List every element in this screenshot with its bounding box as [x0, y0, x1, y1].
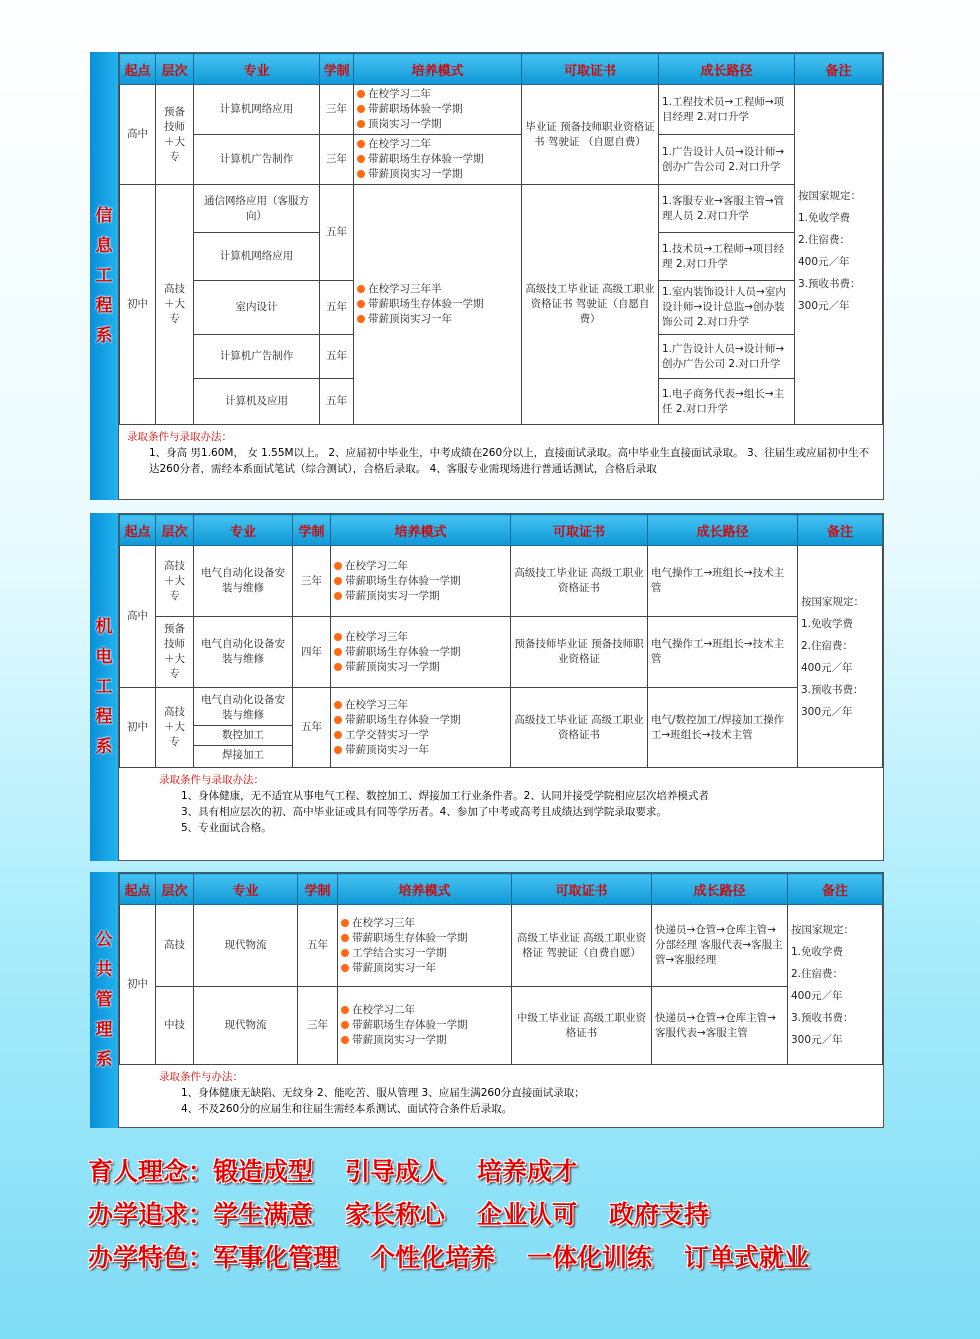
cell-text: 培养模式: [338, 874, 512, 905]
cell-text: 300元／年: [801, 705, 853, 718]
cell-text: 预备技师＋大专: [156, 85, 194, 185]
cell-text: 计算机广告制作: [194, 135, 320, 185]
cell-text: 焊接加工: [222, 748, 264, 761]
cell-text: 电: [95, 647, 113, 667]
cell-text: 成长路径: [652, 874, 788, 905]
cell-text: 中级工毕业证 高级工职业资格证书: [512, 987, 652, 1065]
cell-text: 1.广告设计人员→设计师→创办广告公司 2.对口升学: [659, 135, 795, 185]
cell-text: 政府支持: [609, 1200, 710, 1229]
cell-text: 电气自动化设备安装与维修: [194, 691, 292, 726]
slogans: [88, 1150, 841, 1279]
cell-text: 带薪职场生存体验一学期: [341, 1018, 508, 1033]
cell-text: 初中: [120, 185, 156, 425]
program-table-info: [119, 53, 883, 425]
cell-text: 培养成才: [477, 1157, 578, 1186]
table-row: [120, 617, 883, 688]
cell-text: 五年: [320, 335, 354, 379]
table-row: [120, 185, 883, 233]
cell-text: 快递员→仓管→仓库主管→ 客服代表→客服主管: [652, 987, 788, 1065]
cell-text: 带薪职场体验一学期: [357, 102, 518, 117]
cell-text: 4、不及260分的应届生和往届生需经本系测试、面试符合条件后录取。: [181, 1103, 513, 1115]
cell-text: 专业: [194, 54, 320, 85]
cell-text: 系: [95, 1050, 113, 1070]
cell-text: 高级技工毕业证 高级工职业资格证书: [511, 546, 648, 617]
cell-text: 可取证书: [512, 874, 652, 905]
cell-text: 2.住宿费：: [801, 639, 854, 652]
dept-label-public: [90, 872, 118, 1128]
cell-text: 公: [95, 930, 113, 950]
cell-text: 五年: [293, 688, 331, 768]
cell-text: 在校学习三年: [341, 916, 508, 931]
program-table-public: [119, 873, 883, 1065]
cell-text: 3.预收书费：: [801, 683, 864, 696]
cell-text: 机: [95, 617, 113, 637]
cell-text: 录取条件与办法：: [159, 1071, 243, 1083]
cell-text: 现代物流: [194, 905, 298, 987]
slogan-pursuit: [88, 1193, 841, 1236]
cell-text: 备注: [798, 515, 883, 546]
cell-text: 按国家规定：: [801, 595, 864, 608]
cell-text: 引导成人: [345, 1157, 446, 1186]
cell-text: 在校学习二年: [341, 1003, 508, 1018]
cell-text: 家长称心: [345, 1200, 446, 1229]
cell-text: 数控加工: [194, 726, 292, 746]
table-row: [120, 85, 883, 135]
admission-notes-info: [119, 425, 883, 481]
cell-text: 在校学习二年: [357, 87, 518, 102]
cell-text: 三年: [293, 546, 331, 617]
cell-text: 可取证书: [522, 54, 659, 85]
cell-text: 工学结合实习一学期: [341, 946, 508, 961]
cell-text: 在校学习二年: [357, 137, 518, 152]
cell-text: 备注: [788, 874, 883, 905]
cell-text: 带薪职场生存体验一学期: [334, 713, 507, 728]
cell-text: 1.广告设计人员→设计师→创办广告公司 2.对口升学: [659, 335, 795, 379]
cell-text: 300元／年: [791, 1033, 843, 1046]
cell-text: 1.客服专业→客服主管→管理人员 2.对口升学: [659, 185, 795, 233]
cell-text: 可取证书: [511, 515, 648, 546]
cell-text: 高中: [120, 546, 156, 688]
cell-text: 电气操作工→班组长→技术主管: [648, 546, 798, 617]
section-electromechanical: [90, 513, 884, 861]
cell-text: 预备技师＋大专: [156, 617, 194, 688]
cell-text: 计算机广告制作: [194, 335, 320, 379]
cell-text: 1.电子商务代表→组长→主任 2.对口升学: [659, 379, 795, 425]
cell-text: 学制: [320, 54, 354, 85]
cell-text: 五年: [320, 379, 354, 425]
cell-text: 室内设计: [194, 281, 320, 335]
table-row: [120, 135, 883, 185]
cell-text: 高技＋大专: [156, 185, 194, 425]
cell-text: 带薪职场生存体验一学期: [357, 297, 518, 312]
cell-text: 管: [95, 990, 113, 1010]
cell-text: 起点: [120, 515, 156, 546]
cell-text: 专业: [194, 874, 298, 905]
cell-text: 录取条件与录取办法：: [127, 431, 232, 443]
cell-text: 400元／年: [791, 989, 843, 1002]
cell-text: 五年: [298, 905, 338, 987]
cell-text: 高技: [156, 905, 194, 987]
cell-text: 层次: [156, 515, 194, 546]
cell-text: 带薪顶岗实习一学期: [334, 589, 507, 604]
cell-text: 3.预收书费：: [798, 277, 861, 290]
cell-text: 初中: [120, 688, 156, 768]
cell-text: 3.预收书费：: [791, 1011, 854, 1024]
cell-text: 高级工毕业证 高级工职业资格证 驾驶证（自费自愿）: [512, 905, 652, 987]
cell-text: 程: [95, 296, 113, 316]
cell-text: 育人理念：锻造成型: [88, 1157, 314, 1186]
cell-text: 1.工程技术员→工程师→项目经理 2.对口升学: [659, 85, 795, 135]
cell-text: 工: [95, 677, 113, 697]
cell-text: 电气自动化设备安装与维修: [194, 617, 293, 688]
cell-text: 学制: [293, 515, 331, 546]
cell-text: 程: [95, 707, 113, 727]
table-header: [120, 54, 883, 85]
cell-text: 四年: [293, 617, 331, 688]
cell-text: 1、身体健康，无不适宜从事电气工程、数控加工、焊接加工行业条件者。2、认同并接受学院相应层次培养模式者: [181, 790, 709, 802]
cell-text: 培养模式: [331, 515, 511, 546]
cell-text: 高中: [120, 85, 156, 185]
cell-text: 1.技术员→工程师→项目经理 2.对口升学: [659, 233, 795, 281]
cell-text: 成长路径: [659, 54, 795, 85]
cell-text: 三年: [320, 85, 354, 135]
cell-text: 1.室内装饰设计人员→室内设计师→设计总监→创办装饰公司 2.对口升学: [659, 281, 795, 335]
cell-text: 起点: [120, 874, 156, 905]
cell-text: 带薪顶岗实习一学期: [357, 167, 518, 182]
cell-text: 2.住宿费：: [791, 967, 844, 980]
cell-text: 个性化培养: [370, 1243, 496, 1272]
cell-text: 带薪顶岗实习一学期: [341, 1033, 508, 1048]
cell-text: 在校学习三年: [334, 698, 507, 713]
cell-text: 400元／年: [798, 255, 850, 268]
cell-text: 电气自动化设备安装与维修: [194, 546, 293, 617]
admission-notes-public: [119, 1065, 883, 1121]
cell-text: 在校学习二年: [334, 559, 507, 574]
program-table-electro: [119, 514, 883, 768]
cell-text: 办学特色：军事化管理: [88, 1243, 339, 1272]
cell-text: 带薪职场生存体验一学期: [334, 574, 507, 589]
cell-text: 培养模式: [354, 54, 522, 85]
cell-text: 息: [95, 236, 113, 256]
dept-label-electro: [90, 513, 118, 861]
cell-text: 录取条件与录取办法：: [159, 774, 264, 786]
cell-text: 理: [95, 1020, 113, 1040]
cell-text: 信: [95, 206, 113, 226]
cell-text: 起点: [120, 54, 156, 85]
cell-text: 一体化训练: [527, 1243, 653, 1272]
cell-text: 企业认可: [477, 1200, 578, 1229]
cell-text: 计算机网络应用: [194, 85, 320, 135]
cell-text: 1.免收学费: [801, 617, 854, 630]
cell-text: 带薪职场生存体验一学期: [341, 931, 508, 946]
cell-text: 电气/数控加工/焊接加工操作工→班组长→技术主管: [648, 688, 798, 768]
cell-text: 现代物流: [194, 987, 298, 1065]
cell-text: 工: [95, 266, 113, 286]
cell-text: 顶岗实习一学期: [357, 117, 518, 132]
cell-text: 办学追求：学生满意: [88, 1200, 314, 1229]
cell-text: 成长路径: [648, 515, 798, 546]
section-info-engineering: [90, 52, 884, 500]
cell-text: 快递员→仓管→仓库主管→分部经理 客服代表→客服主管→客服经理: [652, 905, 788, 987]
cell-text: 计算机及应用: [194, 379, 320, 425]
cell-text: 按国家规定：: [791, 923, 854, 936]
cell-text: 1.免收学费: [791, 945, 844, 958]
cell-text: 初中: [120, 905, 156, 1065]
table-row: [120, 546, 883, 617]
cell-text: 系: [95, 326, 113, 346]
cell-text: 带薪顶岗实习一年: [341, 961, 508, 976]
cell-text: 毕业证 预备技师职业资格证书 驾驶证 （自愿自费）: [522, 85, 659, 185]
cell-text: 5、专业面试合格。: [181, 822, 272, 834]
cell-text: 2.住宿费：: [798, 233, 851, 246]
table-row: [120, 987, 883, 1065]
cell-text: 中技: [156, 987, 194, 1065]
cell-text: 高技＋大专: [156, 688, 194, 768]
cell-text: 带薪顶岗实习一学期: [334, 660, 507, 675]
cell-text: 3、具有相应层次的初、高中毕业证或具有同等学历者。4、参加了中考或高考且成绩达到学院录取要求。: [181, 806, 667, 818]
cell-text: 通信网络应用（客服方向）: [194, 185, 320, 233]
slogan-philosophy: [88, 1150, 841, 1193]
cell-text: 1、身高 男1.60M， 女 1.55M以上。 2、应届初中毕业生，中考成绩在260分以上，直接面试录取。高中毕业生直接面试录取。 3、往届生或应届初中生不达260分者，需经本系面试笔试（综合测试），合格后录取。 4、客服专业需现场进行普通话测试，合格后录取: [149, 447, 870, 475]
cell-text: 共: [95, 960, 113, 980]
cell-text: 三年: [320, 135, 354, 185]
cell-text: 专业: [194, 515, 293, 546]
cell-text: 计算机网络应用: [194, 233, 320, 281]
cell-text: 在校学习三年半: [357, 282, 518, 297]
cell-text: 300元／年: [798, 299, 850, 312]
cell-text: 带薪职场生存体验一学期: [357, 152, 518, 167]
cell-text: 1、身体健康无缺陷、无纹身 2、能吃苦、服从管理 3、应届生满260分直接面试录取；: [181, 1087, 585, 1099]
cell-text: 高级技工毕业证 高级工职业资格证书 驾驶证（自愿自费）: [522, 185, 659, 425]
cell-text: 层次: [156, 874, 194, 905]
cell-text: 工学交替实习一学: [334, 728, 507, 743]
cell-text: 带薪职场生存体验一学期: [334, 645, 507, 660]
section-public-management: [90, 872, 884, 1128]
cell-text: 电气操作工→班组长→技术主管: [648, 617, 798, 688]
cell-text: 高技＋大专: [156, 546, 194, 617]
admission-notes-electro: [119, 768, 883, 840]
cell-text: 五年: [320, 281, 354, 335]
slogan-features: [88, 1236, 841, 1279]
cell-text: 预备技师毕业证 预备技师职业资格证: [511, 617, 648, 688]
table-row: [120, 688, 883, 768]
cell-text: 五年: [320, 185, 354, 281]
table-header: [120, 515, 883, 546]
table-row: [120, 905, 883, 987]
cell-text: 备注: [795, 54, 883, 85]
cell-text: 高级技工毕业证 高级工职业资格证书: [511, 688, 648, 768]
dept-label-info: [90, 52, 118, 500]
cell-text: 层次: [156, 54, 194, 85]
cell-text: 带薪顶岗实习一年: [357, 312, 518, 327]
cell-text: 按国家规定：: [798, 189, 861, 202]
cell-text: 系: [95, 737, 113, 757]
cell-text: 学制: [298, 874, 338, 905]
cell-text: 订单式就业: [684, 1243, 810, 1272]
table-header: [120, 874, 883, 905]
cell-text: 三年: [298, 987, 338, 1065]
cell-text: 400元／年: [801, 661, 853, 674]
cell-text: 1.免收学费: [798, 211, 851, 224]
cell-text: 带薪顶岗实习一年: [334, 743, 507, 758]
cell-text: 在校学习三年: [334, 630, 507, 645]
